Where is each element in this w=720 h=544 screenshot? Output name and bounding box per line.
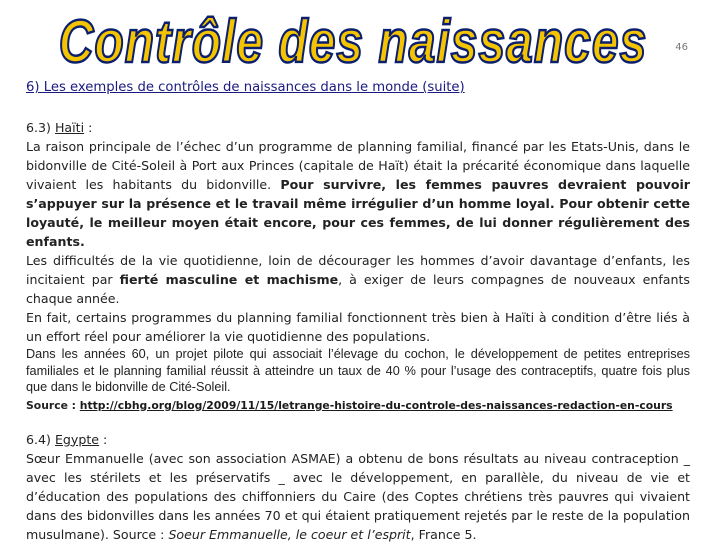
title-area <box>0 8 720 76</box>
haiti-paragraph-4: Dans les années 60, un projet pilote qui associait l’élevage du cochon, le développement de petites entreprises familiales et le planning familial réussit à atteindre un taux de 40 % pour l’usage des contraceptifs, quatre fois plus que dans le bidonville de Cité-Soleil. <box>26 347 690 394</box>
haiti-p1-text: La raison principale de l’échec d’un programme de planning familial, financé par les Etats-Unis, dans le bidonville de Cité-Soleil à Port aux Princes (capitale de Haït) était la précarité économique dans laquelle vivaient les habitants du bidonville. <box>26 139 690 192</box>
haiti-label: Haïti <box>54 120 85 135</box>
haiti-heading <box>26 118 690 137</box>
haiti-paragraph-3: En fait, certains programmes du planning familial fonctionnent très bien à Haïti à condition d’être liés à un effort réel pour améliorer la vie quotidienne des populations. <box>26 310 690 344</box>
haiti-number: 6.3) <box>26 120 55 135</box>
slide-title: Contrôle des naissances <box>58 9 648 76</box>
egypte-label: Egypte <box>54 431 100 447</box>
egypte-p1-italic: Soeur Emmanuelle, le coeur et l’esprit <box>168 526 411 542</box>
egypte-heading <box>26 430 690 449</box>
haiti-colon: : <box>84 120 93 135</box>
egypte-number: 6.4) <box>26 431 55 447</box>
spacer <box>26 414 690 430</box>
haiti-paragraph-2 <box>26 251 690 308</box>
haiti-p1-bold: Pour survivre, les femmes pauvres devraient pouvoir s’appuyer sur la présence et le travail même irrégulier d’un homme loyal. Pour obtenir cette loyauté, le meilleur moyen était encore, pour ces femmes, de lui donner régulièrement des enfants. <box>26 177 691 249</box>
page-number: 46 <box>675 42 688 53</box>
egypte-p1-text: Sœur Emmanuelle (avec son association ASMAE) a obtenu de bons résultats au niveau contraception _ avec les stérilets et les préservatifs _ avec le développement, en parallèle, du niveau de vie et d’éducation des populations des chiffonniers du Caire (des Coptes chrétiens très pauvres qui vivaient dans des bidonvilles dans les années 70 et qui étaient pratiquement rejetés par le reste de la population musulmane). Source : <box>26 450 690 542</box>
egypte-paragraph-1 <box>26 449 690 544</box>
egypte-p1-end: , France 5. <box>410 526 477 542</box>
slide-content <box>26 118 690 544</box>
haiti-p2-bold: fierté masculine et machisme <box>119 272 339 287</box>
source-link[interactable]: http://cbhg.org/blog/2009/11/15/letrange-histoire-du-controle-des-naissances-redaction-en-cours <box>79 398 673 412</box>
haiti-paragraph-1 <box>26 137 690 251</box>
haiti-p2-text: Les difficultés de la vie quotidienne, loin de décourager les hommes d’avoir davantage d’enfants, les incitaient par <box>26 253 690 287</box>
source-label: Source : <box>26 398 80 412</box>
haiti-source <box>26 398 690 414</box>
haiti-p2-end: , à exiger de leurs compagnes de nouveaux enfants chaque année. <box>26 272 690 306</box>
section-heading: 6) Les exemples de contrôles de naissances dans le monde (suite) <box>26 80 465 95</box>
egypte-colon: : <box>99 431 108 447</box>
